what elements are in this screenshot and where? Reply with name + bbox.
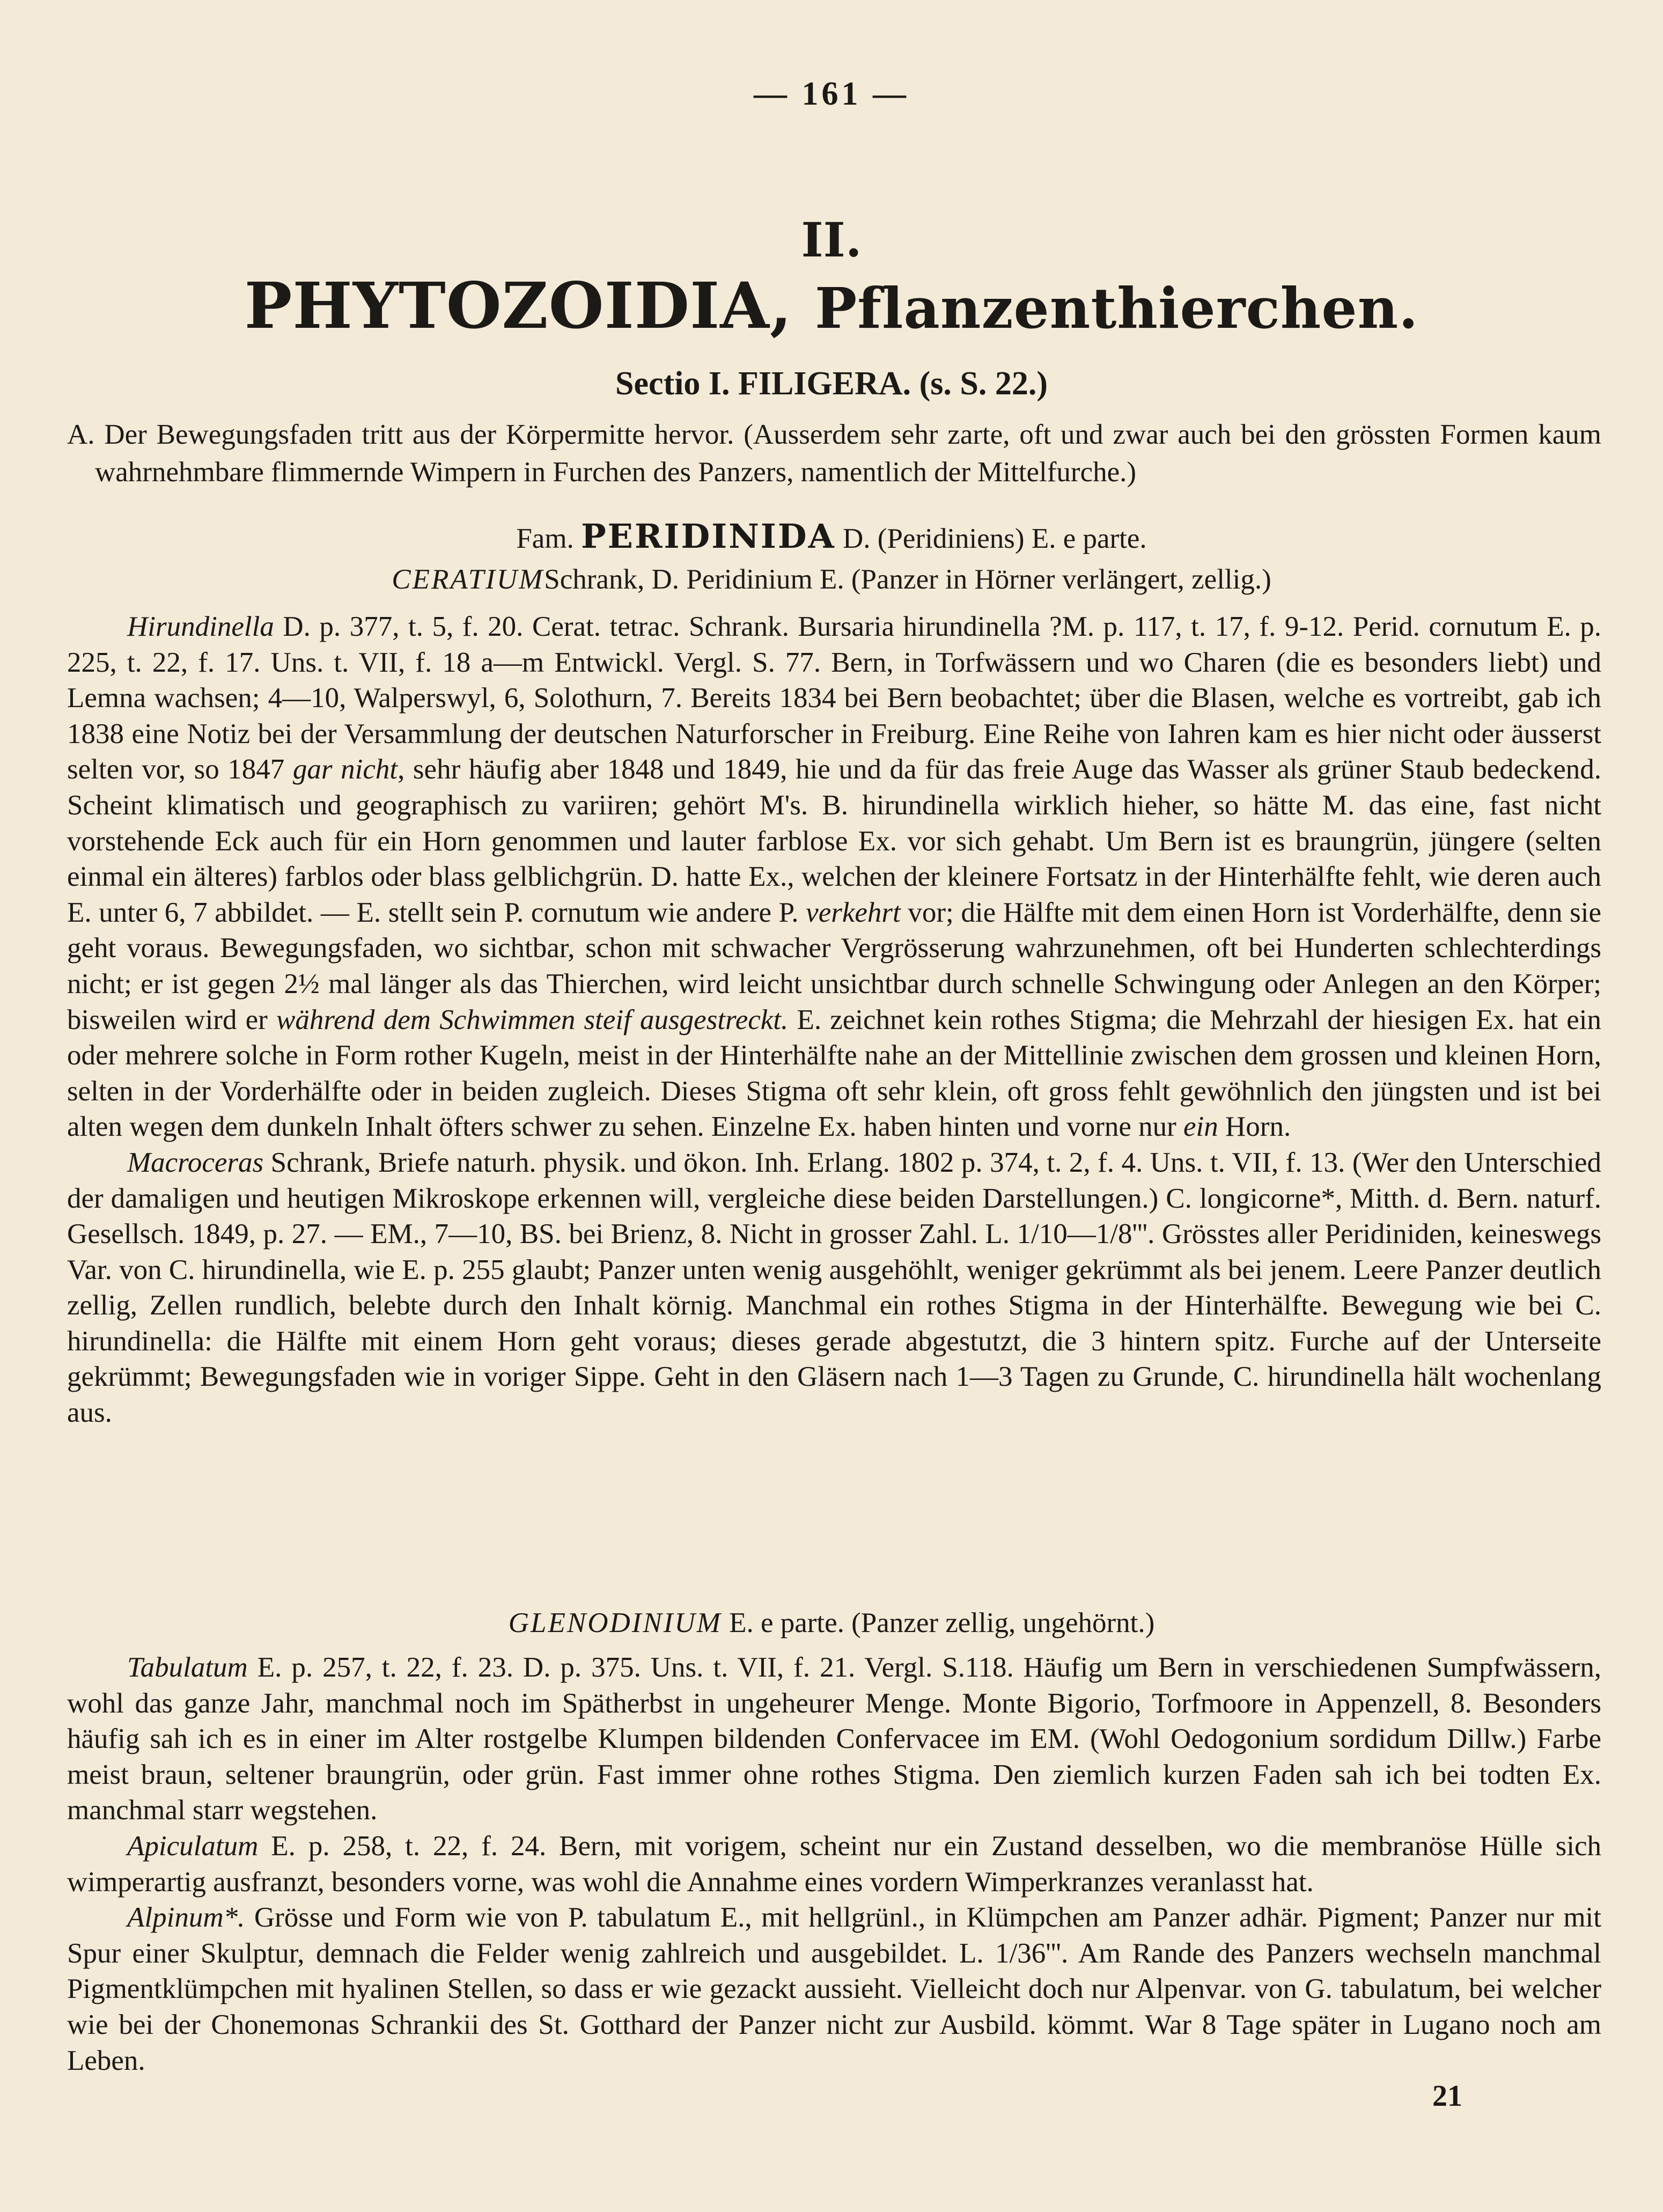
entry-hirundinella: Hirundinella D. p. 377, t. 5, f. 20. Cerat. tetrac. Schrank. Bursaria hirundinella ?M. p. 117, t. 17, f. 9-12. Perid. cornutum E. p. 225, t. 22, f. 17. Uns. t. VII, f. 18 a—m Entwickl. Vergl. S. 77. Bern, in Torfwässern und wo Charen (die es besonders liebt) und Lemna wachsen; 4—10, Walperswyl, 6, Solothurn, 7. Bereits 1834 bei Bern beobachtet; über die Blasen, welche es vortreibt, gab ich 1838 eine Notiz bei der Versammlung der deutschen Naturforscher in Freiburg. Eine Reihe von Iahren kam es hier nicht oder äusserst selten vor, so 1847 gar nicht, sehr häufig aber 1848 und 1849, hie und da für das freie Auge das Wasser als grüner Staub bedeckend. Scheint klimatisch und geographisch zu variiren; gehört M's. B. hirundinella wirklich hieher, so hätte M. das eine, fast nicht vorstehende Eck auch für ein Horn genommen und lauter farblose Ex. vor sich gehabt. Um Bern ist es braungrün, jüngere (selten einmal ein älteres) farblos oder blass gelblichgrün. D. hatte Ex., welchen der kleinere Fortsatz in der Hinterhälfte fehlt, wie deren auch E. unter 6, 7 abbildet. — E. stellt sein P. cornutum wie andere P. verkehrt vor; die Hälfte mit dem einen Horn ist Vorderhälfte, denn sie geht voraus. Bewegungsfaden, wo sichtbar, schon mit schwacher Vergrösserung wahrzunehmen, oft bei Hunderten schlechterdings nicht; er ist gegen 2½ mal länger als das Thierchen, wird leicht unsichtbar durch schnelle Schwingung oder Anlegen an den Körper; bisweilen wird er während dem Schwimmen steif ausgestreckt. E. zeichnet kein rothes Stigma; die Mehrzahl der hiesigen Ex. hat ein oder mehrere solche in Form rother Kugeln, meist in der Hinterhälfte nahe an der Mittellinie zwischen dem grossen und kleinen Horn, selten in der Vorderhälfte oder in beiden zugleich. Dieses Stigma oft sehr klein, oft gross fehlt gewöhnlich den jüngsten und ist bei alten wegen dem dunkeln Inhalt öfters schwer zu sehen. Einzelne Ex. haben hinten und vorne nur ein Horn.: [67, 611, 1602, 1143]
entry-alpinum: Alpinum*. Grösse und Form wie von P. tabulatum E., mit hellgrünl., in Klümpchen am Panzer adhär. Pigment; Panzer nur mit Spur einer Skulptur, demnach die Felder wenig zahlreich und ausgebildet. L. 1/36'''. Am Rande des Panzers wechseln manchmal Pigmentklümpchen mit hyalinen Stellen, so dass er wie gezackt aussieht. Vielleicht doch nur Alpenvar. von G. tabulatum, bei welcher wie bei der Chonemonas Schrankii des St. Gotthard der Panzer nicht zur Ausbild. kömmt. War 8 Tage später in Lugano noch am Leben.: [67, 1902, 1601, 2076]
family-prefix: Fam.: [516, 523, 574, 554]
glenodinium-entries: [67, 1650, 1601, 2078]
family-heading: [0, 517, 1663, 556]
entry-name: Macroceras: [127, 1147, 264, 1178]
ceratium-entries: [67, 609, 1601, 1431]
part-number: II.: [801, 212, 862, 268]
entry-apiculatum: Apiculatum E. p. 258, t. 22, f. 24. Bern, mit vorigem, scheint nur ein Zustand desselben, wo die membranöse Hülle sich wimperartig ausfranzt, besonders vorne, was wohl die Annahme eines vordern Wimperkranzes veranlasst hat.: [67, 1830, 1601, 1898]
page-title: [0, 268, 1663, 343]
genus-name: CERATIUM: [392, 564, 544, 595]
entry-tabulatum: Tabulatum E. p. 257, t. 22, f. 23. D. p. 375. Uns. t. VII, f. 21. Vergl. S.118. Häufig um Bern in verschiedenen Sumpfwässern, wohl das ganze Jahr, manchmal noch im Spätherbst in ungeheurer Menge. Monte Bigorio, Torfmoore in Appenzell, 8. Besonders häufig sah ich es in einer im Alter rostgelbe Klumpen bildenden Confervacee im EM. (Wohl Oedogonium sordidum Dillw.) Farbe meist braun, seltener braungrün, oder grün. Fast immer ohne rothes Stigma. Den ziemlich kurzen Faden sah ich bei todten Ex. manchmal starr wegstehen.: [67, 1652, 1602, 1826]
genus-heading-ceratium: [0, 563, 1663, 596]
section-heading: Sectio I. FILIGERA. (s. S. 22.): [615, 365, 1048, 402]
title-main: PHYTOZOIDIA: [244, 268, 770, 343]
entry-macroceras: Macroceras Schrank, Briefe naturh. physik. und ökon. Inh. Erlang. 1802 p. 374, t. 2, f. 4. Uns. t. VII, f. 13. (Wer den Unterschied der damaligen und heutigen Mikroskope erkennen will, vergleiche diese beiden Darstellungen.) C. longicorne*, Mitth. d. Bern. naturf. Gesellsch. 1849, p. 27. — EM., 7—10, BS. bei Brienz, 8. Nicht in grosser Zahl. L. 1/10—1/8'''. Grösstes aller Peridiniden, keineswegs Var. von C. hirundinella, wie E. p. 255 glaubt; Panzer unten wenig ausgehöhlt, weniger gekrümmt als bei jenem. Leere Panzer deutlich zellig, Zellen rundlich, belebte durch den Inhalt körnig. Manchmal ein rothes Stigma in der Hinterhälfte. Bewegung wie bei C. hirundinella: die Hälfte mit einem Horn geht voraus; dieses gerade abgestutzt, die 3 hintern spitz. Furche auf der Unterseite gekrümmt; Bewegungsfaden wie in voriger Sippe. Geht in den Gläsern nach 1—3 Tagen zu Grunde, C. hirundinella hält wochenlang aus.: [67, 1147, 1602, 1429]
genus-rest: E. e parte. (Panzer zellig, ungehörnt.): [729, 1607, 1155, 1638]
genus-heading-glenodinium: [0, 1607, 1663, 1639]
genus-name: GLENODINIUM: [508, 1607, 722, 1638]
signature-mark: 21: [1432, 2079, 1462, 2113]
entry-name: Apiculatum: [127, 1830, 259, 1862]
entry-name: Tabulatum: [127, 1652, 248, 1683]
entry-name: Hirundinella: [127, 611, 274, 642]
title-separator: ,: [769, 268, 792, 343]
family-rest: D. (Peridiniens) E. e parte.: [843, 523, 1147, 554]
intro-paragraph: [67, 416, 1601, 491]
title-sub: Pflanzenthierchen.: [815, 275, 1419, 341]
entry-name: Alpinum*.: [127, 1902, 245, 1934]
page-number: — 161 —: [754, 76, 909, 112]
family-name: PERIDINIDA: [581, 517, 836, 556]
intro-text: A. Der Bewegungsfaden tritt aus der Körpermitte hervor. (Ausserdem sehr zarte, oft und zwar auch bei den grössten Formen kaum wahrnehmbare flimmernde Wimpern in Furchen des Panzers, namentlich der Mittelfurche.): [67, 419, 1601, 488]
genus-rest: Schrank, D. Peridinium E. (Panzer in Hörner verlängert, zellig.): [544, 564, 1271, 595]
